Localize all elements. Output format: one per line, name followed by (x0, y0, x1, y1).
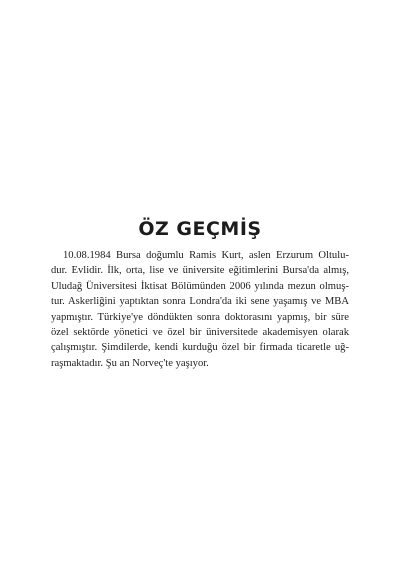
paragraph-line: raşmaktadır. Şu an Norveç'te yaşıyor. (51, 357, 209, 369)
paragraph-line: yapmıştır. Türkiye'ye döndükten sonra doktorasını yapmış, bir süre (51, 311, 349, 323)
paragraph-line: dur. Evlidir. İlk, orta, lise ve üniversite eğitimlerini Bursa'da almış, (51, 265, 349, 277)
paragraph-line: 10.08.1984 Bursa doğumlu Ramis Kurt, aslen Erzurum Oltulu- (63, 250, 349, 261)
paragraph-line: özel sektörde yönetici ve özel bir üniversitede akademisyen olarak (51, 327, 349, 339)
page-title: ÖZ GEÇMİŞ (138, 218, 262, 240)
paragraph-line: çalışmıştır. Şimdilerde, kendi kurduğu özel bir firmada ticaretle uğ- (51, 342, 349, 354)
biography-paragraph (51, 248, 349, 371)
paragraph-line: tur. Askerliğini yaptıktan sonra Londra'da iki sene yaşamış ve MBA (51, 296, 349, 308)
paragraph-line: Uludağ Üniversitesi İktisat Bölümünden 2006 yılında mezun olmuş- (51, 280, 349, 292)
